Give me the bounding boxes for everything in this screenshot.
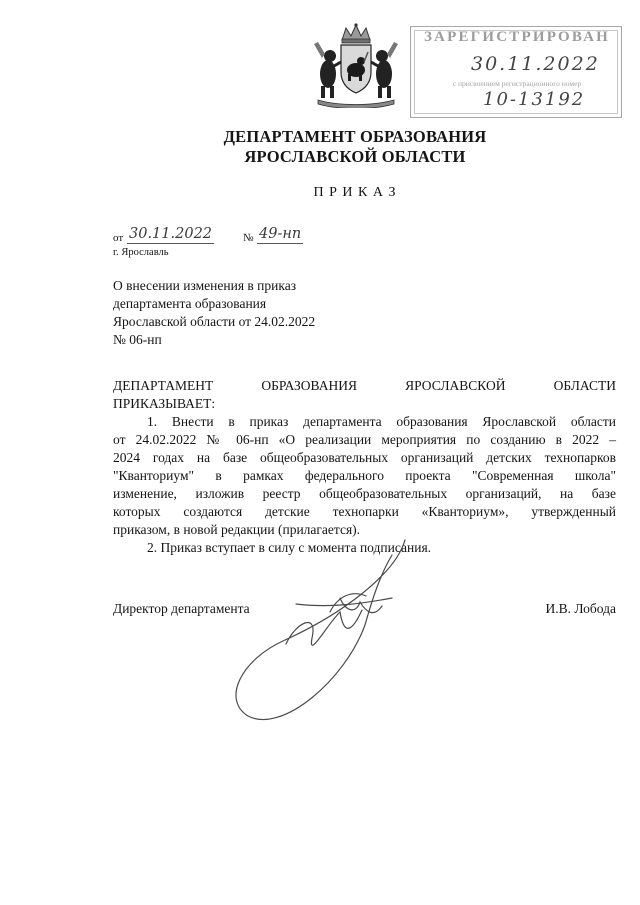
- subject-line: Ярославской области от 24.02.2022: [113, 314, 316, 329]
- body-line: от 24.02.2022 № 06-нп «О реализации мероприятия по созданию в 2022 –: [113, 432, 616, 447]
- body-line: "Кванториум" в рамках федерального проекта "Современная школа": [113, 468, 616, 483]
- signatory-position: Директор департамента: [113, 601, 250, 616]
- handwritten-order-date: 30.11.2022: [129, 226, 213, 242]
- department-title-line1: ДЕПАРТАМЕНТ ОБРАЗОВАНИЯ: [223, 127, 487, 146]
- subject-line: департамента образования: [113, 296, 267, 311]
- body-line: 1. Внести в приказ департамента образования Ярославской области: [147, 414, 616, 429]
- body-line: которых создаются детские технопарки «Кванториум», утвержденный: [113, 504, 616, 519]
- stamp-title: ЗАРЕГИСТРИРОВАН: [423, 29, 611, 45]
- subject-line: О внесении изменения в приказ: [113, 278, 297, 293]
- preamble-line: ПРИКАЗЫВАЕТ:: [113, 396, 216, 411]
- subject-line: № 06-нп: [113, 332, 162, 347]
- date-prefix: от: [113, 232, 124, 244]
- body-line: 2024 годах на базе общеобразовательных организаций детских технопарков: [113, 450, 616, 465]
- body-line: изменение, изложив реестр общеобразовательных организаций, на базе: [113, 486, 616, 501]
- preamble-line: ДЕПАРТАМЕНТ ОБРАЗОВАНИЯ ЯРОСЛАВСКОЙ ОБЛАСТИ: [113, 378, 616, 393]
- department-title-line2: ЯРОСЛАВСКОЙ ОБЛАСТИ: [244, 147, 466, 166]
- body-line: 2. Приказ вступает в силу с момента подписания.: [147, 540, 432, 555]
- handwritten-order-number: 49-нп: [259, 226, 302, 242]
- body-line: приказом, в новой редакции (прилагается).: [113, 522, 361, 537]
- stamp-handwritten-date: 30.11.2022: [471, 53, 600, 75]
- number-sign: №: [243, 232, 254, 244]
- signatory-name: И.В. Лобода: [545, 601, 616, 616]
- document-type: П Р И К А З: [313, 185, 397, 200]
- city: г. Ярославль: [113, 247, 169, 258]
- stamp-caption: с присвоением регистрационного номер: [452, 79, 582, 88]
- stamp-handwritten-number: 10-13192: [483, 89, 586, 110]
